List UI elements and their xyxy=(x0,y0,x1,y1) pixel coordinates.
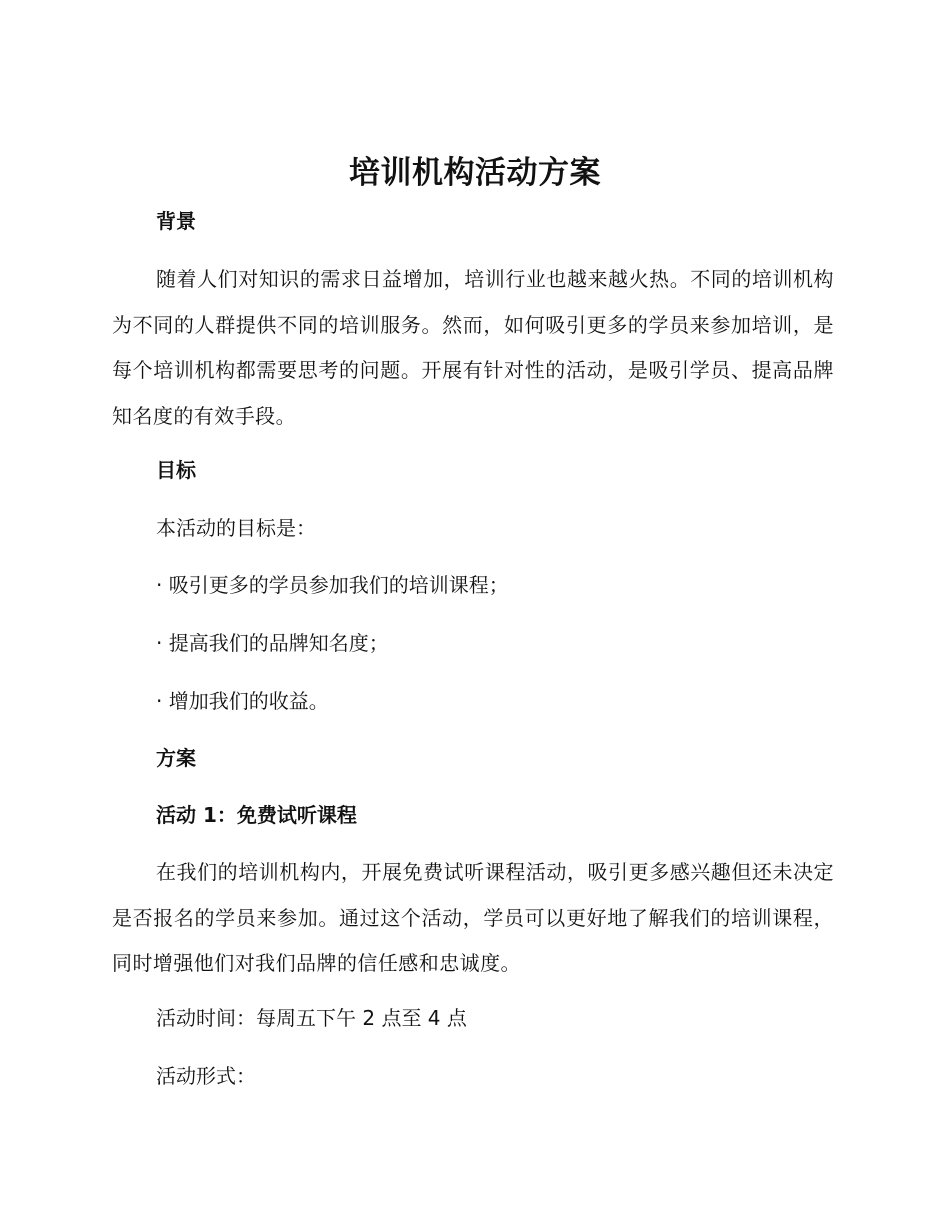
goal-list-item: · 增加我们的收益。 xyxy=(156,689,329,713)
activity-format: 活动形式： xyxy=(156,1064,256,1088)
goals-intro: 本活动的目标是： xyxy=(156,516,316,540)
activity-1-heading: 活动 1：免费试听课程 xyxy=(156,803,357,827)
section-heading-plan: 方案 xyxy=(156,746,196,770)
goal-list-item: · 吸引更多的学员参加我们的培训课程； xyxy=(156,573,509,597)
goal-list-item: · 提高我们的品牌知名度； xyxy=(156,631,389,655)
activity-1-paragraph: 在我们的培训机构内，开展免费试听课程活动，吸引更多感兴趣但还未决定是否报名的学员来参加。通过这个活动，学员可以更好地了解我们的培训课程，同时增强他们对我们品牌的信任感和忠诚度。 xyxy=(112,860,834,975)
activity-time: 活动时间：每周五下午 2 点至 4 点 xyxy=(156,1006,467,1030)
document-title: 培训机构活动方案 xyxy=(349,155,601,191)
section-heading-background: 背景 xyxy=(156,209,196,233)
section-heading-goals: 目标 xyxy=(156,458,196,482)
background-paragraph: 随着人们对知识的需求日益增加，培训行业也越来越火热。不同的培训机构为不同的人群提供不同的培训服务。然而，如何吸引更多的学员来参加培训，是每个培训机构都需要思考的问题。开展有针对性的活动，是吸引学员、提高品牌知名度的有效手段。 xyxy=(112,267,834,428)
